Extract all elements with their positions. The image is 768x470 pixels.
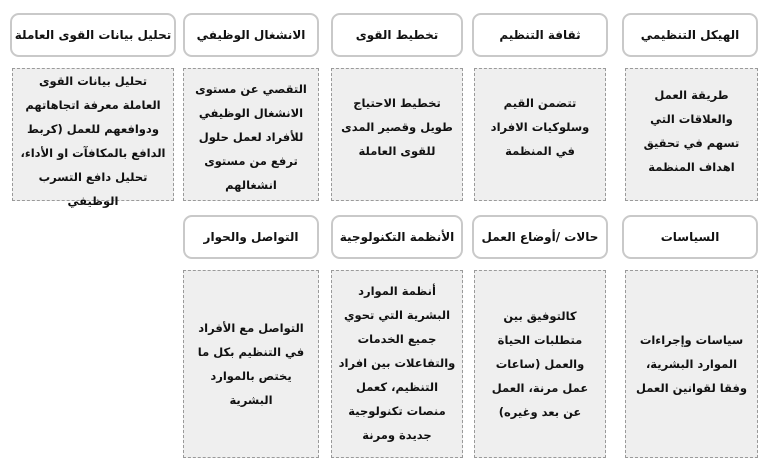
- body-technology-systems: [331, 270, 463, 458]
- body-policies: [625, 270, 758, 458]
- header-organizational-structure: الهيكل التنظيمي: [622, 13, 758, 57]
- body-communication-dialogue: [183, 270, 319, 458]
- header-organizational-culture: ثقافة التنظيم: [472, 13, 608, 57]
- body-workforce-planning-text: تخطيط الاحتياج طويل وقصير المدى للقوى العاملة: [341, 96, 453, 158]
- body-communication-dialogue-text: التواصل مع الأفراد في التنظيم بكل ما يختص بالموارد البشرية: [197, 321, 305, 407]
- body-work-conditions: [474, 270, 606, 458]
- body-employee-engagement-text: التقصي عن مستوى الانشغال الوظيفي للأفراد لعمل حلول ترفع من مستوى انشغالهم: [195, 82, 307, 192]
- body-technology-systems-text: أنظمة الموارد البشرية التي تحوي جميع الخدمات والتفاعلات بين افراد التنظيم، كعمل منصات تكنولوجية جديدة ومرنة: [338, 284, 456, 442]
- body-organizational-structure-text: طريقة العمل والعلاقات التي تسهم في تحقيق اهداف المنظمة: [643, 88, 740, 174]
- header-communication-dialogue: التواصل والحوار: [183, 215, 319, 259]
- header-technology-systems: الأنظمة التكنولوجية: [331, 215, 463, 259]
- body-workforce-planning: [331, 68, 463, 201]
- header-workforce-planning: تخطيط القوى: [331, 13, 463, 57]
- body-work-conditions-text: كالتوفيق بين متطلبات الحياة والعمل (ساعات عمل مرنة، العمل عن بعد وغيره): [491, 309, 589, 419]
- body-organizational-culture-text: تتضمن القيم وسلوكيات الافراد في المنظمة: [490, 96, 590, 158]
- header-policies: السياسات: [622, 215, 758, 259]
- body-workforce-data-analysis-text: تحليل بيانات القوى العاملة معرفة اتجاهاتهم ودوافعهم للعمل (كربط الدافع بالمكافآت او الأداء، تحليل دافع التسرب الوظيفي: [20, 74, 166, 208]
- body-workforce-data-analysis: [12, 68, 174, 208]
- header-employee-engagement: الانشغال الوظيفي: [183, 13, 319, 57]
- header-workforce-data-analysis: تحليل بيانات القوى العاملة: [10, 13, 176, 57]
- header-work-conditions: حالات /أوضاع العمل: [472, 215, 608, 259]
- body-organizational-structure: [625, 68, 758, 201]
- body-employee-engagement: [183, 68, 319, 201]
- body-organizational-culture: [474, 68, 606, 201]
- body-policies-text: سياسات وإجراءات الموارد البشرية، وفقا لقوانين العمل: [635, 333, 748, 395]
